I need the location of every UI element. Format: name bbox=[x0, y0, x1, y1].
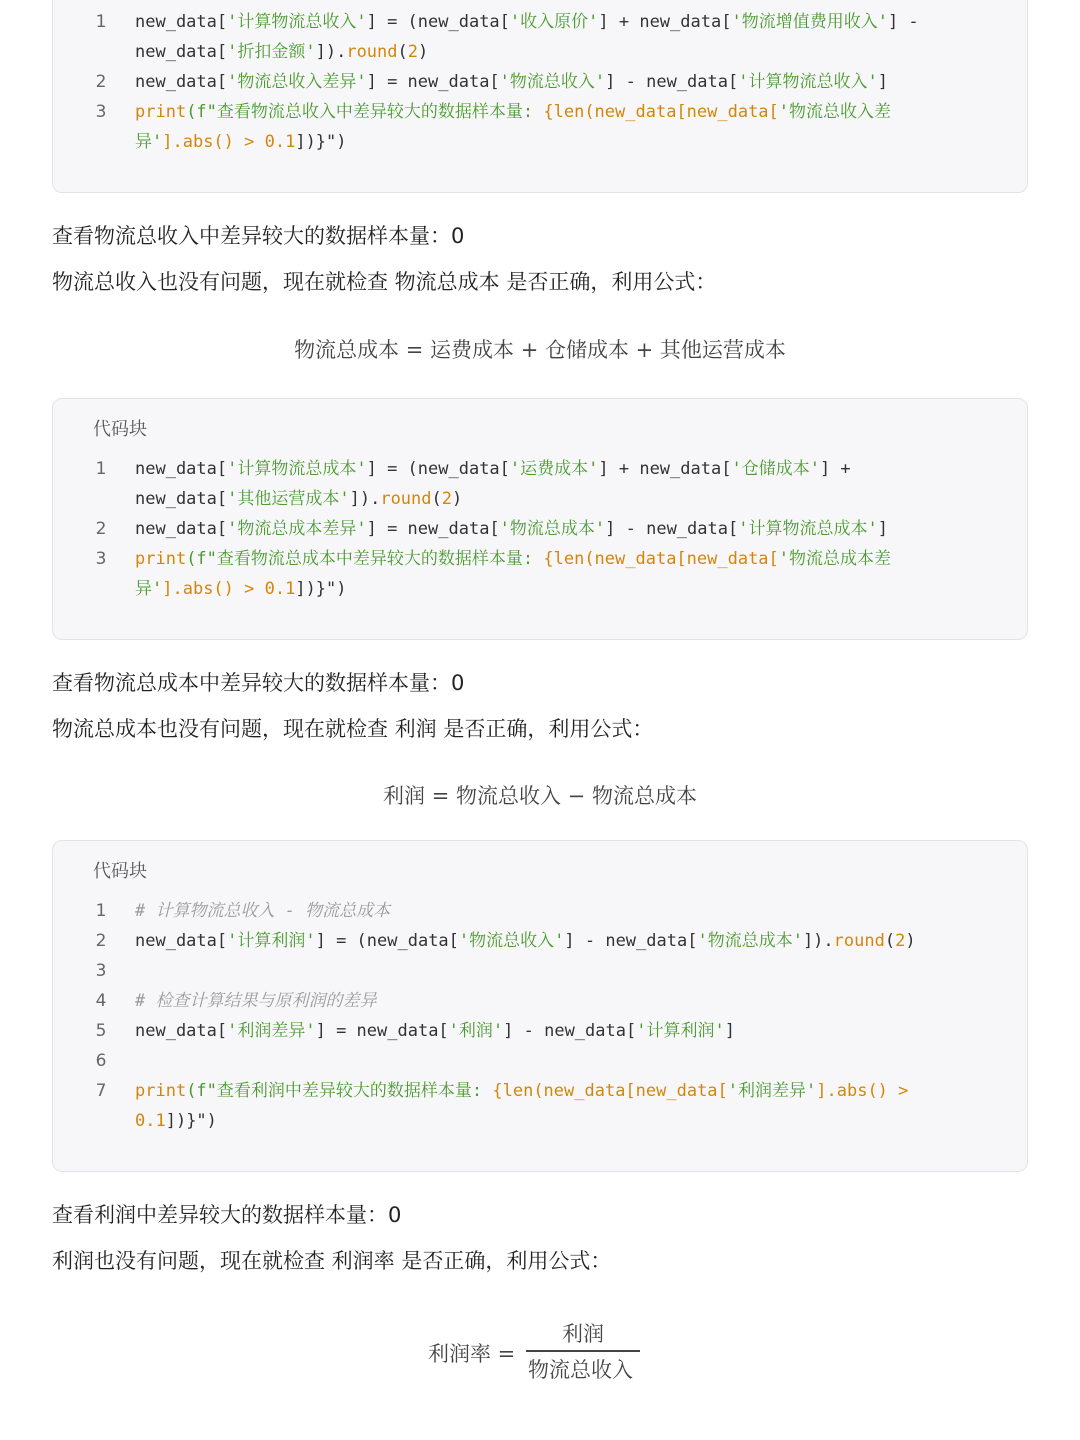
code-token: new_data[ bbox=[135, 459, 228, 479]
result-text-profit: 查看利润中差异较大的数据样本量：0 bbox=[52, 1203, 402, 1227]
code-token: ].abs() > bbox=[162, 132, 265, 152]
line-number: 1 bbox=[95, 459, 107, 479]
intro-text-profit: 物流总成本也没有问题，现在就检查 利润 是否正确，利用公式： bbox=[52, 717, 654, 741]
code-token: ] + bbox=[819, 459, 851, 479]
code-token: ] - new_data[ bbox=[564, 931, 698, 951]
line-number: 2 bbox=[95, 931, 107, 951]
code-token: '利润差异' bbox=[727, 1081, 817, 1101]
code-token: ]). bbox=[802, 931, 834, 951]
code-token: new_data[ bbox=[135, 42, 228, 62]
line-code bbox=[135, 97, 891, 127]
line-number: 3 bbox=[95, 102, 107, 122]
code-token: 0.1 bbox=[264, 579, 296, 599]
code-token: (f"查看物流总收入中差异较大的数据样本量: bbox=[186, 102, 544, 122]
code-block-1 bbox=[52, 0, 1028, 193]
code-token: ) bbox=[452, 489, 463, 509]
code-token: ) bbox=[418, 42, 429, 62]
code-token: 异' bbox=[135, 579, 163, 599]
line-code bbox=[135, 67, 888, 97]
line-number: 1 bbox=[95, 901, 107, 921]
code-token: ] bbox=[877, 72, 888, 92]
code-token: (f"查看物流总成本中差异较大的数据样本量: bbox=[186, 549, 544, 569]
formula-numerator: 利润 bbox=[562, 1322, 604, 1346]
result-text-cost: 查看物流总成本中差异较大的数据样本量：0 bbox=[52, 671, 465, 695]
code-token: round bbox=[346, 42, 398, 62]
code-token: '计算物流总成本' bbox=[227, 459, 367, 479]
code-token: new_data[ bbox=[135, 931, 228, 951]
code-token: '仓储成本' bbox=[731, 459, 820, 479]
code-token: ] = (new_data[ bbox=[366, 459, 510, 479]
line-code bbox=[135, 1106, 217, 1136]
intro-text-cost: 物流总收入也没有问题，现在就检查 物流总成本 是否正确，利用公式： bbox=[52, 270, 717, 294]
code-token: new_data[ bbox=[135, 489, 228, 509]
code-token: print bbox=[135, 1081, 187, 1101]
code-token: 0.1 bbox=[135, 1111, 166, 1131]
code-token: '计算物流总成本' bbox=[738, 519, 878, 539]
code-token: print bbox=[135, 549, 187, 569]
code-token: round bbox=[833, 931, 885, 951]
code-token: '计算物流总收入' bbox=[738, 72, 878, 92]
result-text-revenue: 查看物流总收入中差异较大的数据样本量：0 bbox=[52, 224, 465, 248]
code-token: # 检查计算结果与原利润的差异 bbox=[135, 991, 377, 1011]
code-token: (f"查看利润中差异较大的数据样本量: bbox=[186, 1081, 493, 1101]
code-block-header: 代码块 bbox=[93, 861, 147, 882]
code-token: '物流总成本差 bbox=[778, 549, 892, 569]
code-token: ( bbox=[884, 931, 896, 951]
code-token: ] - new_data[ bbox=[503, 1021, 637, 1041]
formula-denominator: 物流总收入 bbox=[528, 1358, 633, 1382]
line-number: 6 bbox=[95, 1051, 107, 1071]
code-token: '物流总收入' bbox=[458, 931, 565, 951]
line-code bbox=[135, 37, 428, 67]
line-number: 2 bbox=[95, 519, 107, 539]
code-token: 0.1 bbox=[264, 132, 296, 152]
code-token: '折扣金额' bbox=[227, 42, 316, 62]
line-code bbox=[135, 1076, 908, 1106]
intro-text-margin: 利润也没有问题，现在就检查 利润率 是否正确，利用公式： bbox=[52, 1249, 612, 1273]
code-token: '物流总成本' bbox=[697, 931, 803, 951]
line-number: 4 bbox=[95, 991, 107, 1011]
code-token: '计算物流总收入' bbox=[227, 12, 367, 32]
code-token: '物流总收入差 bbox=[778, 102, 892, 122]
code-token: 异' bbox=[135, 132, 163, 152]
code-token: 2 bbox=[407, 42, 419, 62]
code-token: ] bbox=[877, 519, 888, 539]
code-token: 2 bbox=[441, 489, 453, 509]
code-token: '物流总收入' bbox=[499, 72, 606, 92]
line-code bbox=[135, 544, 891, 574]
line-code bbox=[135, 7, 919, 37]
line-code bbox=[135, 484, 462, 514]
line-number: 7 bbox=[95, 1081, 107, 1101]
line-number: 3 bbox=[95, 549, 107, 569]
code-token: ( bbox=[431, 489, 442, 509]
line-number: 1 bbox=[95, 12, 107, 32]
code-token: ])}") bbox=[295, 579, 347, 599]
line-code bbox=[135, 986, 376, 1016]
line-number: 3 bbox=[95, 961, 107, 981]
formula-profit: 利润 = 物流总收入 − 物流总成本 bbox=[383, 784, 697, 808]
code-token: ].abs() > bbox=[816, 1081, 909, 1101]
code-token: '收入原价' bbox=[509, 12, 599, 32]
code-token: ])}") bbox=[165, 1111, 217, 1131]
code-block-header: 代码块 bbox=[93, 419, 147, 440]
code-token: '物流总成本' bbox=[499, 519, 606, 539]
code-token: ] - bbox=[887, 12, 919, 32]
code-token: ( bbox=[397, 42, 408, 62]
code-token: new_data[ bbox=[135, 1021, 228, 1041]
code-token: 2 bbox=[895, 931, 906, 951]
code-token: # 计算物流总收入 - 物流总成本 bbox=[135, 901, 391, 921]
code-token: ] - new_data[ bbox=[605, 519, 739, 539]
code-token: '利润' bbox=[448, 1021, 504, 1041]
line-code bbox=[135, 514, 888, 544]
code-token: '计算利润' bbox=[227, 931, 316, 951]
line-code bbox=[135, 454, 851, 484]
code-token: '物流总收入差异' bbox=[227, 72, 367, 92]
code-token: new_data[ bbox=[135, 519, 228, 539]
code-block-2 bbox=[52, 398, 1028, 640]
fraction-bar bbox=[526, 1350, 640, 1352]
line-code bbox=[135, 896, 390, 926]
code-token: ] = (new_data[ bbox=[366, 12, 510, 32]
code-token: ])}") bbox=[295, 132, 347, 152]
formula-total-cost: 物流总成本 = 运费成本 + 仓储成本 + 其他运营成本 bbox=[294, 338, 786, 362]
code-token: ]). bbox=[349, 489, 381, 509]
line-code bbox=[135, 127, 347, 157]
code-token: '其他运营成本' bbox=[227, 489, 350, 509]
code-token: {len(new_data[new_data[ bbox=[492, 1081, 728, 1101]
code-token: {len(new_data[new_data[ bbox=[543, 549, 779, 569]
line-number: 5 bbox=[95, 1021, 107, 1041]
code-token: '物流总成本差异' bbox=[227, 519, 367, 539]
code-token: '运费成本' bbox=[509, 459, 599, 479]
code-token: '利润差异' bbox=[227, 1021, 316, 1041]
code-token: '物流增值费用收入' bbox=[731, 12, 888, 32]
code-token: ] = new_data[ bbox=[315, 1021, 449, 1041]
code-token: ] = new_data[ bbox=[366, 519, 500, 539]
formula-lhs: 利润率 = bbox=[428, 1342, 516, 1366]
code-token: ] - new_data[ bbox=[605, 72, 739, 92]
line-code bbox=[135, 1016, 735, 1046]
code-token: ) bbox=[905, 931, 916, 951]
code-token: new_data[ bbox=[135, 12, 228, 32]
code-block-3 bbox=[52, 840, 1028, 1172]
code-token: print bbox=[135, 102, 187, 122]
code-token: ] bbox=[724, 1021, 735, 1041]
code-token: new_data[ bbox=[135, 72, 228, 92]
code-token: ] = new_data[ bbox=[366, 72, 500, 92]
line-number: 2 bbox=[95, 72, 107, 92]
code-token: ].abs() > bbox=[162, 579, 265, 599]
line-code bbox=[135, 926, 916, 956]
code-token: ] + new_data[ bbox=[598, 459, 732, 479]
code-token: ] + new_data[ bbox=[598, 12, 732, 32]
code-token: round bbox=[380, 489, 432, 509]
code-token: '计算利润' bbox=[636, 1021, 725, 1041]
code-token: ]). bbox=[315, 42, 347, 62]
code-token: {len(new_data[new_data[ bbox=[543, 102, 779, 122]
code-token: ] = (new_data[ bbox=[315, 931, 459, 951]
line-code bbox=[135, 574, 347, 604]
